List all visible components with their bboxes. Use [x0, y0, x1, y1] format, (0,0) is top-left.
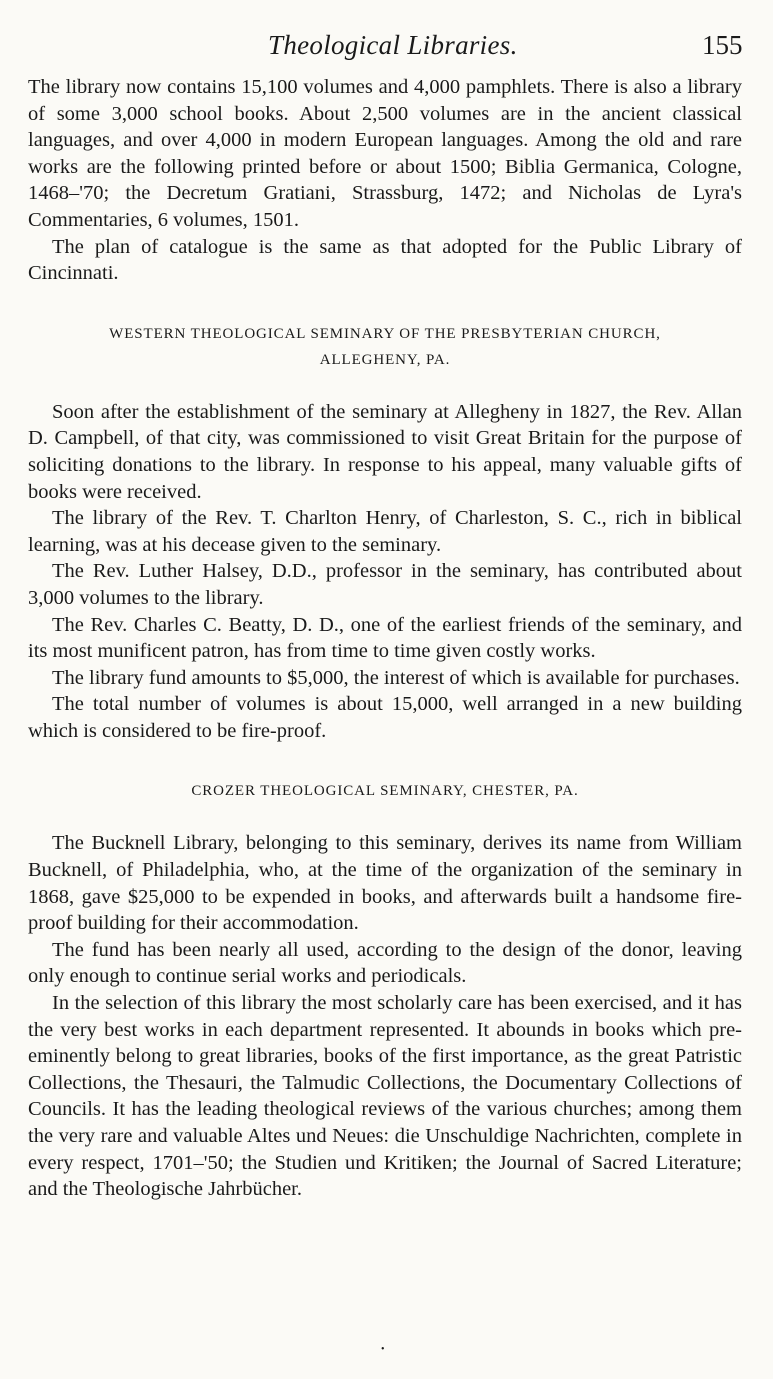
footer-mark: •	[381, 1344, 385, 1355]
page-number: 155	[702, 30, 743, 60]
western-paragraph-4: The Rev. Charles C. Beatty, D. D., one of the earliest friends of the seminary, and its most munificent patron, has from time to time given costly works.	[28, 613, 742, 663]
intro-paragraph-1: The library now contains 15,100 volumes and 4,000 pamphlets. There is also a library of some 3,000 school books. About 2,500 volumes are in the ancient classical languages, and over 4,000 in modern European languages. Among the old and rare works are the following printed before or about 1500; Biblia Germanica, Cologne, 1468–'70; the Decretum Gratiani, Strassburg, 1472; and Nicholas de Lyra's Commentaries, 6 volumes, 1501.	[28, 76, 742, 231]
running-head-title: Theological Libraries.	[268, 30, 518, 60]
page-body	[28, 74, 742, 1203]
section-heading-western	[28, 321, 742, 373]
crozer-paragraph-2: The fund has been nearly all used, according to the design of the donor, leaving only enough to continue serial works and periodicals.	[28, 938, 742, 988]
western-paragraph-2: The library of the Rev. T. Charlton Henry, of Charleston, S. C., rich in biblical learning, was at his decease given to the seminary.	[28, 507, 742, 556]
section-heading-western-line1: WESTERN THEOLOGICAL SEMINARY OF THE PRESBYTERIAN CHURCH,	[109, 325, 661, 342]
section-heading-crozer-line: CROZER THEOLOGICAL SEMINARY, CHESTER, PA.	[191, 783, 579, 800]
section-heading-western-line2: ALLEGHENY, PA.	[319, 351, 451, 368]
western-paragraph-3: The Rev. Luther Halsey, D.D., professor in the seminary, has contributed about 3,000 volumes to the library.	[28, 560, 742, 609]
intro-paragraph-2: The plan of catalogue is the same as that adopted for the Public Library of Cincinnati.	[28, 235, 742, 285]
western-paragraph-6: The total number of volumes is about 15,000, well arranged in a new building which is considered to be fire-proof.	[28, 693, 742, 742]
western-paragraph-5: The library fund amounts to $5,000, the interest of which is available for purchases.	[52, 666, 740, 689]
western-paragraph-1: Soon after the establishment of the seminary at Allegheny in 1827, the Rev. Allan D. Campbell, of that city, was commissioned to visit Great Britain for the purpose of soliciting donations to the library. In response to his appeal, many valuable gifts of books were received.	[28, 400, 742, 503]
running-head	[0, 30, 773, 70]
section-heading-crozer	[28, 778, 742, 804]
crozer-paragraph-3: In the selection of this library the most scholarly care has been exercised, and it has the very best works in each department represented. It abounds in books which pre-eminently belong to great libraries, books of the first importance, as the great Patristic Collections, the Thesauri, the Talmudic Collections, the Documentary Collections of Councils. It has the leading theological reviews of the various churches; among them the very rare and valuable Altes und Neues: die Unschuldige Nachrichten, complete in every respect, 1701–'50; the Studien und Kritiken; the Journal of Sacred Literature; and the Theologische Jahrbücher.	[28, 992, 742, 1201]
crozer-paragraph-1: The Bucknell Library, belonging to this seminary, derives its name from William Bucknell, of Philadelphia, who, at the time of the organization of the seminary in 1868, gave $25,000 to be expended in books, and afterwards built a handsome fire-proof building for their accommodation.	[28, 832, 742, 935]
